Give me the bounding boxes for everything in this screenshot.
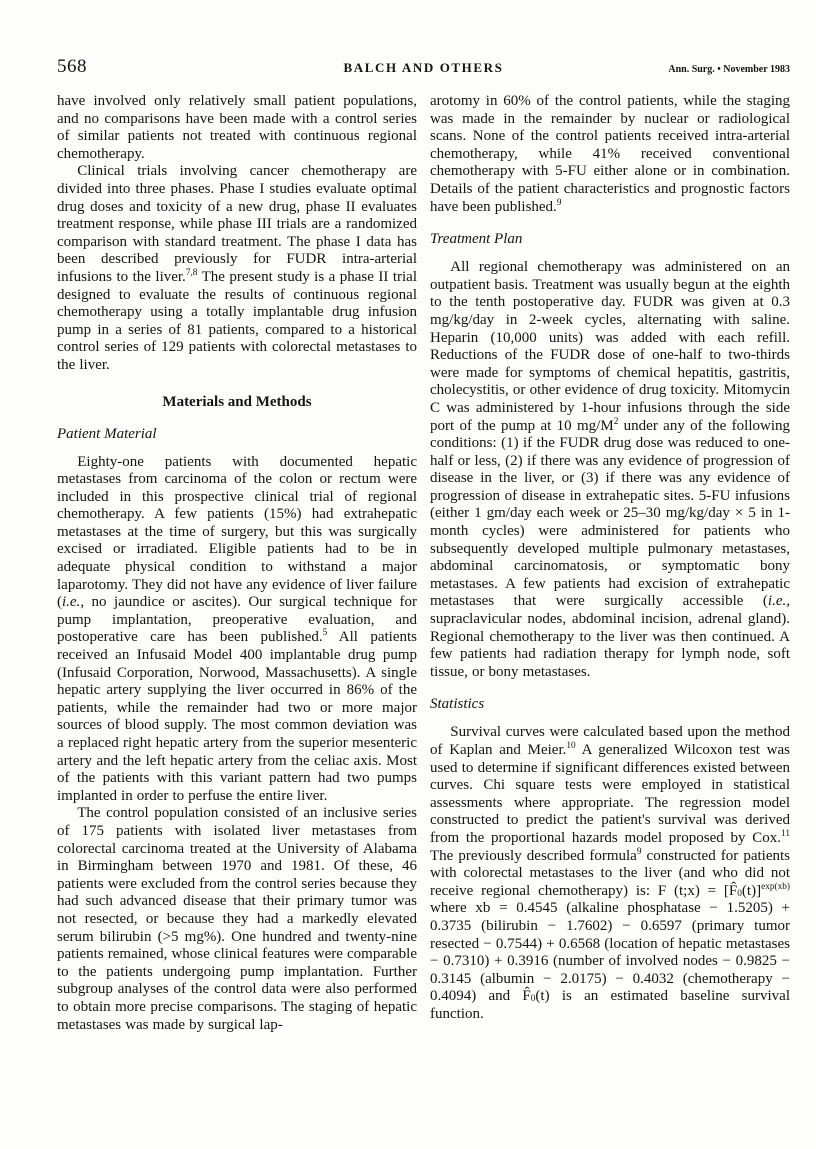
journal-ref: Ann. Surg. • November 1983 bbox=[668, 64, 790, 75]
left-column bbox=[57, 93, 417, 1034]
subsection-heading-treatment-plan: Treatment Plan bbox=[430, 231, 523, 248]
page-number: 568 bbox=[57, 56, 87, 77]
right-column bbox=[430, 93, 790, 1034]
subsection-heading-patient-material: Patient Material bbox=[57, 425, 157, 442]
two-column-body bbox=[57, 93, 790, 1034]
paragraph-staging-continuation: arotomy in 60% of the control patients, while the staging was made in the remainder by nuclear or radiological scans. None of the control patients received intra-arterial chemotherapy, while 41% received conventional chemotherapy with 5-FU either alone or in combination. Details of the patient characteristics and prognostic factors have been published.$^9$ bbox=[430, 93, 790, 215]
running-title: BALCH AND OTHERS bbox=[343, 60, 504, 75]
paragraph-statistics: Survival curves were calculated based upon the method of Kaplan and Meier.$^{10}$ A generalized Wilcoxon test was used to determine if significant differences existed between curves. Chi square tests were employed in statistical assessments where appropriate. The regression model constructed to predict the patient's survival was derived from the proportional hazards model proposed by Cox.$^{11}$ The previously described formula$^9$ constructed for patients with colorectal metastases to the liver (and who did not receive regional chemotherapy) is: F (t;x) = $[F̂_0(t)]^{exp(xb)}$ where xb = 0.4545 (alkaline phosphatase − 1.5205) + 0.3735 (bilirubin − 1.7602) − 0.6597 (primary tumor resected − 0.7544) + 0.6568 (location of hepatic metastases − 0.7310) + 0.3916 (number of involved nodes − 0.9825 − 0.3145 (albumin − 2.0175) − 0.4032 (chemotherapy − 0.4094) and $F̂_0(t)$ is an estimated baseline survival function. bbox=[430, 724, 791, 1022]
paragraph-control-population: The control population consisted of an inclusive series of 175 patients with isolated liver metastases from colorectal carcinoma treated at the University of Alabama in Birmingham between 1970 and 1981. Of these, 46 patients were excluded from the control series because they had such advanced disease that their primary tumor was not resected, or because they had a markedly elevated serum bilirubin (>5 mg%). One hundred and twenty-nine patients remained, whose clinical features were comparable to the patients undergoing pump implantation. Further subgroup analyses of the control data were also performed to obtain more precise comparisons. The staging of hepatic metastases was made by surgical lap- bbox=[57, 805, 417, 1033]
paragraph-intro-continuation: have involved only relatively small patient populations, and no comparisons have been made with a control series of similar patients not treated with continuous regional chemotherapy. bbox=[57, 93, 417, 162]
page-header bbox=[57, 56, 790, 78]
paragraph-clinical-trials: Clinical trials involving cancer chemotherapy are divided into three phases. Phase I studies evaluate optimal drug doses and toxicity of a new drug, phase II evaluates treatment response, while phase III trials are a randomized comparison with standard treatment. The phase I data has been described previously for FUDR intra-arterial infusions to the liver.$^{7,8}$ The present study is a phase II trial designed to evaluate the results of continuous regional chemotherapy using a totally implantable drug infusion pump in a series of 81 patients, compared to a historical control series of 129 patients with colorectal metastases to the liver. bbox=[57, 163, 417, 373]
paragraph-patient-material: Eighty-one patients with documented hepatic metastases from carcinoma of the colon or rectum were included in this prospective clinical trial of regional chemotherapy. A few patients (15%) had extrahepatic metastases at the time of surgery, but this was surgically excised or irradiated. Eligible patients had to be in adequate physical condition to withstand a major laparotomy. They did not have any evidence of liver failure (i.e., no jaundice or ascites). Our surgical technique for pump implantation, preoperative evaluation, and postoperative care has been published.$^5$ All patients received an Infusaid Model 400 implantable drug pump (Infusaid Corporation, Norwood, Massachusetts). A single hepatic artery supplying the liver occurred in 86% of the patients, while the remainder had two or more major sources of blood supply. The most common deviation was a replaced right hepatic artery from the superior mesenteric artery and the left hepatic artery from the celiac axis. Most of the patients with this variant pattern had two pumps implanted in order to perfuse the entire liver. bbox=[57, 453, 417, 804]
section-heading-materials-and-methods: Materials and Methods bbox=[162, 393, 312, 410]
subsection-heading-statistics: Statistics bbox=[430, 696, 485, 713]
paragraph-treatment-plan: All regional chemotherapy was administered on an outpatient basis. Treatment was usually begun at the eighth to the tenth postoperative day. FUDR was given at 0.3 mg/kg/day in 2-week cycles, alternating with saline. Heparin (10,000 units) was added with each refill. Reductions of the FUDR dose of one-half to two-thirds were made for symptoms of chemical hepatitis, gastritis, cholecystitis, or other evidence of drug toxicity. Mitomycin C was administered by 1-hour infusions through the side port of the pump at 10 $mg/M^2$ under any of the following conditions: (1) if the FUDR drug dose was reduced to one-half or less, (2) if there was any evidence of progression of disease in the liver, or (3) if there was any evidence of progression of disease in extrahepatic sites. 5-FU infusions (either 1 gm/day each week or 25–30 mg/kg/day × 5 in 1-month cycles) were administered for patients who subsequently developed multiple pulmonary metastases, abdominal carcinomatosis, or symptomatic bony metastases. A few patients had excision of extrahepatic metastases that were surgically accessible (i.e., supraclavicular nodes, abdominal incision, adrenal gland). Regional chemotherapy to the liver was then continued. A few patients had radiation therapy for lymph node, soft tissue, or bony metastases. bbox=[430, 259, 790, 680]
